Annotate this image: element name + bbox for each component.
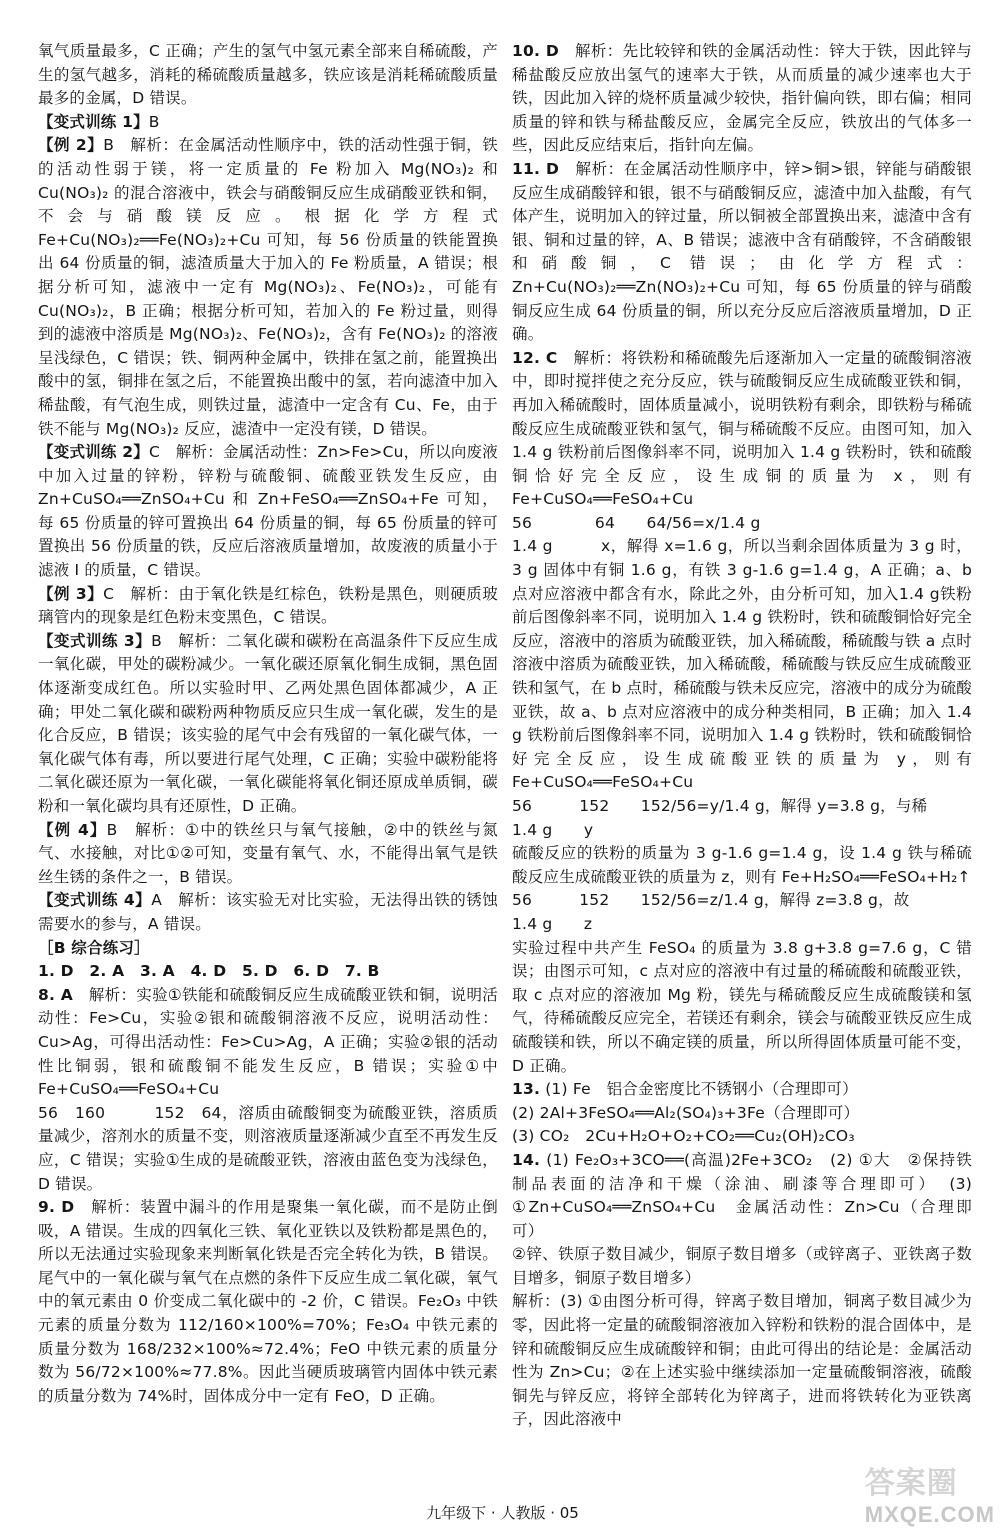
page-footer: 九年级下 · 人教版 · 05 <box>426 1504 579 1522</box>
paragraph: 【例 3】C 解析：由于氧化铁是红棕色，铁粉是黑色，则硬质玻璃管内的现象是红色粉末变黑色，C 错误。 <box>38 584 499 627</box>
paragraph: 【变式训练 2】C 解析：金属活动性：Zn>Fe>Cu，所以向废液中加入过量的锌粉，锌粉与硫酸铜、硫酸亚铁发生反应，由 Zn+CuSO₄══ZnSO₄+Cu 和 Zn+FeSO₄══ZnSO₄+Fe 可知，每 65 份质量的锌可置换出 64 份质量的铜，每 65 份质量的锌可置换出 56 份质量的铁，反应后溶液质量增加，故废液的质量小于滤液 I 的质量，C 错误。 <box>38 443 504 580</box>
right-column <box>512 40 972 1432</box>
paragraph: 【变式训练 1】B <box>38 112 160 131</box>
watermark <box>865 1458 995 1528</box>
paragraph: 14. (1) Fe₂O₃+3CO══(高温)2Fe+3CO₂ (2) ①大 ②保持铁制品表面的洁净和干燥（涂油、刷漆等合理即可） (3) ①Zn+CuSO₄══ZnSO₄+Cu 金属活动性：Zn>Cu（合理即可） ②锌、铁原子数目减少，铜原子数目增多（或锌离子、亚铁离子数目增多，铜原子数目增多） 解析：(3) ①由图分析可得，锌离子数目增加，铜离子数目减少为零，因此将一定量的硫酸铜溶液加入锌粉和铁粉的混合固体中，是锌和硫酸铜反应生成硫酸锌和铜；由此可得出的结论是：金属活动性为 Zn>Cu；②在上述实验中继续添加一定量硫酸铜溶液，硫酸铜先与锌反应，将锌全部转化为锌离子，进而将铁转化为亚铁离子，因此溶液中 <box>512 1150 972 1429</box>
answer-list: 1. D 2. A 3. A 4. D 5. D 6. D 7. B <box>38 962 380 981</box>
paragraph: 【变式训练 3】B 解析：二氧化碳和碳粉在高温条件下反应生成一氧化碳，甲处的碳粉减少。一氧化碳还原氧化铜生成铜，黑色固体逐渐变成红色。所以实验时甲、乙两处黑色固体都减少，A 正确；甲处二氧化碳和碳粉两种物质反应只生成一氧化碳，发生的是化合反应，B 错误；该实验的尾气中会有残留的一氧化碳气体，一氧化碳气体有毒，所以要进行尾气处理，C 正确；实验中碳粉能将二氧化碳还原为一氧化碳，一氧化碳能将氧化铜还原成单质铜，碳粉和一氧化碳均具有还原性，D 正确。 <box>38 631 498 815</box>
left-column <box>38 40 504 1408</box>
paragraph: 氧气质量最多，C 正确；产生的氢气中氢元素全部来自稀硫酸，产生的氢气越多，消耗的稀硫酸质量越多，铁应该是消耗稀硫酸质量最多的金属，D 错误。 <box>38 42 498 108</box>
paragraph: 13. (1) Fe 铝合金密度比不锈钢小（合理即可） (2) 2Al+3FeSO₄══Al₂(SO₄)₃+3Fe（合理即可） (3) CO₂ 2Cu+H₂O+O₂+CO₂══Cu₂(OH)₂CO₃ <box>512 1080 860 1146</box>
paragraph: 10. D 解析：先比较锌和铁的金属活动性：锌大于铁，因此锌与稀盐酸反应放出氢气的速率大于铁，从而质量的减少速率也大于铁，因此加入锌的烧杯质量减少较快，指针偏向铁，即右偏；相同质量的锌和铁与稀盐酸反应，金属完全反应，铁放出的气体多一些，因此反应结束后，指针向左偏。 <box>512 42 972 155</box>
paragraph: 9. D 解析：装置中漏斗的作用是聚集一氧化碳，而不是防止倒吸，A 错误。生成的四氧化三铁、氧化亚铁以及铁粉都是黑色的，所以无法通过实验现象来判断氧化铁是否完全转化为铁，B 错误。尾气中的一氧化碳与氧气在点燃的条件下反应生成二氧化碳，氧气中的氧元素由 0 价变成二氧化碳中的 -2 价，C 错误。Fe₂O₃ 中铁元素的质量分数为 112/160×100%=70%；Fe₃O₄ 中铁元素的质量分数为 168/232×100%≈72.4%；FeO 中铁元素的质量分数为 56/72×100%≈77.8%。因此当硬质玻璃管内固体中铁元素的质量分数为 74%时，固体成分中一定有 FeO，D 正确。 <box>38 1198 498 1405</box>
paragraph: 【例 4】B 解析：①中的铁丝只与氧气接触，②中的铁丝与氮气、水接触，对比①②可知，变量有氧气、水，不能得出氧气是铁丝生锈的条件之一，B 错误。 <box>38 820 498 886</box>
watermark-url: MXQE.COM <box>864 1502 995 1527</box>
section-heading: ［B 综合练习］ <box>38 938 150 957</box>
paragraph: 12. C 解析：将铁粉和稀硫酸先后逐渐加入一定量的硫酸铜溶液中，即时搅拌使之充分反应，铁与硫酸铜反应生成硫酸亚铁和铜，再加入稀硫酸时，固体质量减小，说明铁粉有剩余，即铁粉与稀硫酸反应生成硫酸亚铁和氢气，铜与稀硫酸不反应。由图可知，加入 1.4 g 铁粉前后图像斜率不同，说明加入 1.4 g 铁粉时，铁和硫酸铜恰好完全反应，设生成铜的质量为 x，则有 Fe+CuSO₄══FeSO₄+Cu 56 64 64/56=x/1.4 g 1.4 g x，解得 x=1.6 g，所以当剩余固体质量为 3 g 时，3 g 固体中有铜 1.6 g，有铁 3 g-1.6 g=1.4 g，A 正确；a、b 点对应溶液中都含有水，除此之外，由分析可知，加入1.4 g铁粉前后图像斜率不同，说明加入 1.4 g 铁粉时，铁和硫酸铜恰好完全反应，溶液中的溶质为硫酸亚铁，加入稀硫酸，稀硫酸与铁 a 点时溶液中溶质为硫酸亚铁，加入稀硫酸，稀硫酸与铁反应生成硫酸亚铁和氢气，在 b 点时，稀硫酸与铁未反应完，溶液中的成分为硫酸亚铁，故 a、b 点对应溶液中的成分种类相同，B 正确；加入 1.4 g 铁粉前后图像斜率不同，说明加入 1.4 g 铁粉时，铁和硫酸铜恰好完全反应，设生成硫酸亚铁的质量为 y，则有 Fe+CuSO₄══FeSO₄+Cu 56 152 152/56=y/1.4 g，解得 y=3.8 g，与稀 1.4 g y 硫酸反应的铁粉的质量为 3 g-1.6 g=1.4 g，设 1.4 g 铁与稀硫酸反应生成硫酸亚铁的质量为 z，则有 Fe+H₂SO₄══FeSO₄+H₂↑ 56 152 152/56=z/1.4 g，解得 z=3.8 g，故 1.4 g z 实验过程中共产生 FeSO₄ 的质量为 3.8 g+3.8 g=7.6 g，C 错误；由图示可知，c 点对应的溶液中有过量的稀硫酸和硫酸亚铁，取 c 点对应的溶液加 Mg 粉，镁先与稀硫酸反应生成硫酸镁和氢气，待稀硫酸反应完全，若镁还有剩余，镁会与硫酸亚铁反应生成硫酸镁和铁，所以不确定镁的质量，所以所得固体质量可能不变，D 正确。 <box>512 348 973 1075</box>
paragraph: 【变式训练 4】A 解析：该实验无对比实验，无法得出铁的锈蚀需要水的参与，A 错误。 <box>38 891 498 933</box>
paragraph: 【例 2】B 解析：在金属活动性顺序中，铁的活动性强于铜，铁的活动性弱于镁，将一定质量的 Fe 粉加入 Mg(NO₃)₂ 和 Cu(NO₃)₂ 的混合溶液中，铁会与硝酸铜反应生成硝酸亚铁和铜，不会与硝酸镁反应。根据化学方程式 Fe+Cu(NO₃)₂══Fe(NO₃)₂+Cu 可知，每 56 份质量的铁能置换出 64 份质量的铜，滤渣质量大于加入的 Fe 粉质量，A 错误；根据分析可知，滤液中一定有 Mg(NO₃)₂、Fe(NO₃)₂，可能有 Cu(NO₃)₂，B 正确；根据分析可知，若加入的 Fe 粉过量，则得到的滤液中溶质是 Mg(NO₃)₂、Fe(NO₃)₂，含有 Fe(NO₃)₂ 的溶液呈浅绿色，C 错误；铁、铜两种金属中，铁排在氢之前，能置换出酸中的氢，铜排在氢之后，不能置换出酸中的氢，若向滤渣中加入稀盐酸，有气泡生成，则铁过量，滤渣中一定含有 Cu、Fe，由于铁不能与 Mg(NO₃)₂ 反应，滤渣中一定没有镁，D 错误。 <box>38 136 504 438</box>
watermark-logo: 答案圈 <box>864 1467 958 1500</box>
paragraph: 11. D 解析：在金属活动性顺序中，锌>铜>银，锌能与硝酸银反应生成硝酸锌和银，银不与硝酸铜反应，滤渣中加入盐酸，有气体产生，说明加入的锌过量，所以铜被全部置换出来，滤渣中含有银、铜和过量的锌，A、B 错误；滤液中含有硝酸锌，不含硝酸银和硝酸铜，C 错误；由化学方程式：Zn+Cu(NO₃)₂══Zn(NO₃)₂+Cu 可知，每 65 份质量的锌与硝酸铜反应生成 64 份质量的铜，所以充分反应后溶液质量增加，D 正确。 <box>512 159 972 344</box>
paragraph: 8. A 解析：实验①铁能和硫酸铜反应生成硫酸亚铁和铜，说明活动性：Fe>Cu，实验②银和硫酸铜溶液不反应，说明活动性：Cu>Ag，可得出活动性：Fe>Cu>Ag，A 正确；实验②银的活动性比铜弱，银和硫酸铜不能发生反应，B 错误；实验①中 Fe+CuSO₄══FeSO₄+Cu 56 160 152 64，溶质由硫酸铜变为硫酸亚铁，溶质质量减少，溶剂水的质量不变，则溶液质量逐渐减少直至不再发生反应，C 错误；实验①生成的是硫酸亚铁，溶液由蓝色变为浅绿色，D 错误。 <box>38 985 498 1193</box>
